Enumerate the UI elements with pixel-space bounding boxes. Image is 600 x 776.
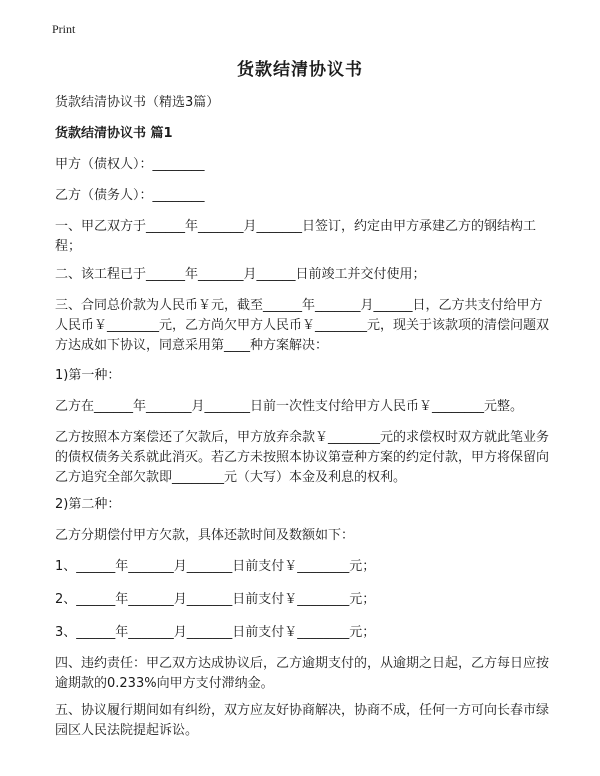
print-link[interactable]: Print bbox=[52, 22, 76, 36]
clause-5: 五、协议履行期间如有纠纷，双方应友好协商解决，协商不成，任何一方可向长春市绿园区人民法院提起诉讼。 bbox=[55, 703, 550, 738]
document-subtitle: 货款结清协议书（精选3篇） bbox=[55, 95, 220, 110]
option-2-label: 2)第二种： bbox=[55, 497, 121, 512]
clause-2: 二、该工程已于______年_______月______日前竣工并交付使用； bbox=[55, 267, 426, 282]
section-heading: 货款结清协议书 篇1 bbox=[55, 126, 173, 141]
clause-4: 四、违约责任：甲乙双方达成协议后，乙方逾期支付的，从逾期之日起，乙方每日应按逾期款的0.233%向甲方支付滞纳金。 bbox=[55, 656, 550, 691]
option-2-text: 乙方分期偿付甲方欠款，具体还款时间及数额如下： bbox=[55, 528, 355, 543]
option-1-text: 乙方在______年_______月_______日前一次性支付给甲方人民币￥________元整。 bbox=[55, 399, 524, 414]
option-1-detail: 乙方按照本方案偿还了欠款后，甲方放弃余款￥________元的求偿权时双方就此笔业务的债权债务关系就此消灭。若乙方未按照本协议第壹种方案的约定付款，甲方将保留向乙方追究全部欠款即________元（大写）本金及利息的权利。 bbox=[55, 430, 550, 485]
installment-2: 2、______年_______月_______日前支付￥________元； bbox=[55, 592, 376, 607]
party-b-line: 乙方（债务人）：________ bbox=[55, 188, 205, 203]
installment-1: 1、______年_______月_______日前支付￥________元； bbox=[55, 559, 376, 574]
installment-3: 3、______年_______月_______日前支付￥________元； bbox=[55, 625, 376, 640]
document-title: 货款结清协议书 bbox=[237, 60, 363, 80]
clause-3: 三、合同总价款为人民币￥元，截至______年_______月______日，乙方共支付给甲方人民币￥________元，乙方尚欠甲方人民币￥________元，现关于该款项的清偿问题双方达成如下协议，同意采用第____种方案解决： bbox=[55, 298, 550, 353]
clause-1: 一、甲乙双方于______年_______月_______日签订，约定由甲方承建乙方的钢结构工程； bbox=[55, 219, 537, 254]
party-a-line: 甲方（债权人）：________ bbox=[55, 157, 205, 172]
option-1-label: 1)第一种： bbox=[55, 368, 121, 383]
